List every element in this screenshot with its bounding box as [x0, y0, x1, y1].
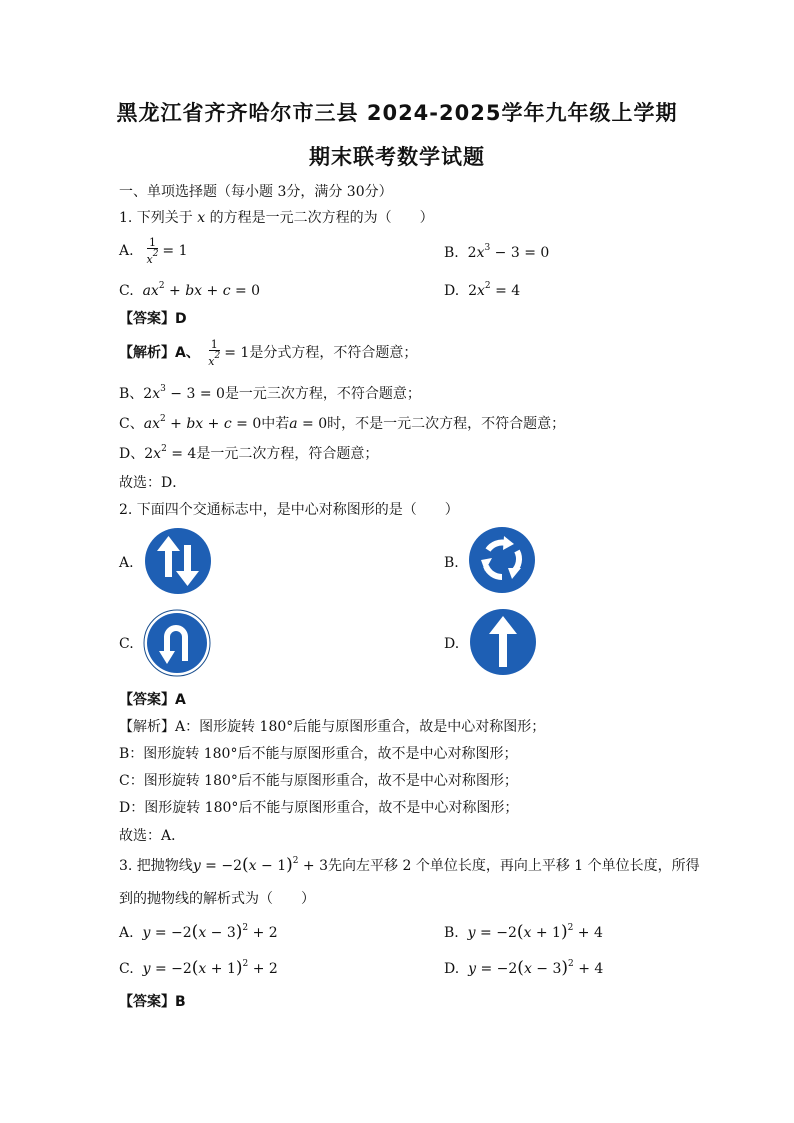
q1-analysis-b: B、$2x^3 - 3 = 0$是一元三次方程，不符合题意；: [119, 384, 421, 402]
page-title-line2: 期末联考数学试题: [309, 145, 485, 169]
q1-analysis-c: C、$ax^2$ + bx + c = 0中若a = 0时，不是一元二次方程，不符合题意；: [119, 414, 566, 432]
q1-option-c: C. $ax^2$ + bx + c = 0: [119, 281, 261, 299]
q2-analysis-c: C：图形旋转 180°后不能与原图形重合，故不是中心对称图形；: [119, 773, 518, 789]
q1-stem-var: x: [197, 210, 206, 226]
q1-conclusion: 故选：D．: [119, 475, 187, 491]
fraction: $\frac{1}{x^2}$: [146, 236, 159, 266]
q2-analysis-b: B：图形旋转 180°后不能与原图形重合，故不是中心对称图形；: [119, 746, 518, 762]
fraction: $\frac{1}{x^2}$: [208, 338, 221, 368]
roundabout-sign-icon: [468, 526, 536, 594]
q2-analysis-a: 【解析】A：图形旋转 180°后能与原图形重合，故是中心对称图形；: [119, 719, 546, 735]
q3-stem-line2: 到的抛物线的解析式为（ ）: [119, 891, 315, 907]
page-title-line1: 黑龙江省齐齐哈尔市三县 2024-2025学年九年级上学期: [116, 101, 678, 125]
q2-option-c-label: C.: [119, 636, 134, 652]
q1-option-d: D. $2x^2 = 4$: [444, 281, 521, 299]
q2-analysis-d: D：图形旋转 180°后不能与原图形重合，故不是中心对称图形；: [119, 800, 519, 816]
q3-option-d: D. $y = -2(x - 3)^2 + 4$: [444, 958, 604, 978]
q3-stem: 3. 把抛物线$y = -2(x - 1)^2 + 3$先向左平移 2 个单位长度，再向上平移 1 个单位长度，所得: [119, 855, 700, 875]
q3-option-c: C. $y = -2(x + 1)^2 + 2$: [119, 958, 278, 978]
q2-answer: 【答案】A: [119, 692, 186, 708]
u-turn-sign-icon: [143, 609, 211, 677]
analysis-label: 【解析】A、: [119, 345, 200, 361]
q2-conclusion: 故选：A．: [119, 828, 186, 844]
q3-option-b: B. $y = -2(x + 1)^2 + 4$: [444, 922, 603, 942]
q1-answer: 【答案】D: [119, 311, 187, 327]
q1-option-a: A. $\frac{1}{x^2}$ = 1: [119, 236, 188, 266]
q2-stem: 2. 下面四个交通标志中，是中心对称图形的是（ ）: [119, 502, 459, 518]
q1-analysis-d: D、$2x^2 = 4$是一元二次方程，符合题意；: [119, 444, 379, 462]
q1-stem-pre: 1. 下列关于: [119, 210, 198, 226]
two-way-arrows-sign-icon: [144, 527, 212, 595]
q3-option-a: A. $y = -2(x - 3)^2 + 2$: [119, 922, 278, 942]
q1-option-b: B. $2x^3 - 3 = 0$: [444, 243, 550, 261]
q1-stem-post: 的方程是一元二次方程的为（ ）: [205, 210, 434, 226]
q1-analysis-a: 【解析】A、 $\frac{1}{x^2}$ = 1是分式方程，不符合题意；: [119, 338, 418, 368]
option-label: D.: [444, 283, 460, 299]
option-label: B.: [444, 245, 459, 261]
option-label: C.: [119, 283, 134, 299]
section-heading: 一、单项选择题（每小题 3分，满分 30分）: [119, 184, 393, 200]
straight-ahead-sign-icon: [469, 607, 537, 677]
q2-option-d-label: D.: [444, 636, 460, 652]
q3-answer: 【答案】B: [119, 994, 186, 1010]
q1-stem: [119, 207, 434, 227]
q2-option-a-label: A.: [119, 555, 134, 571]
q2-option-b-label: B.: [444, 555, 459, 571]
option-label: A.: [119, 243, 134, 259]
